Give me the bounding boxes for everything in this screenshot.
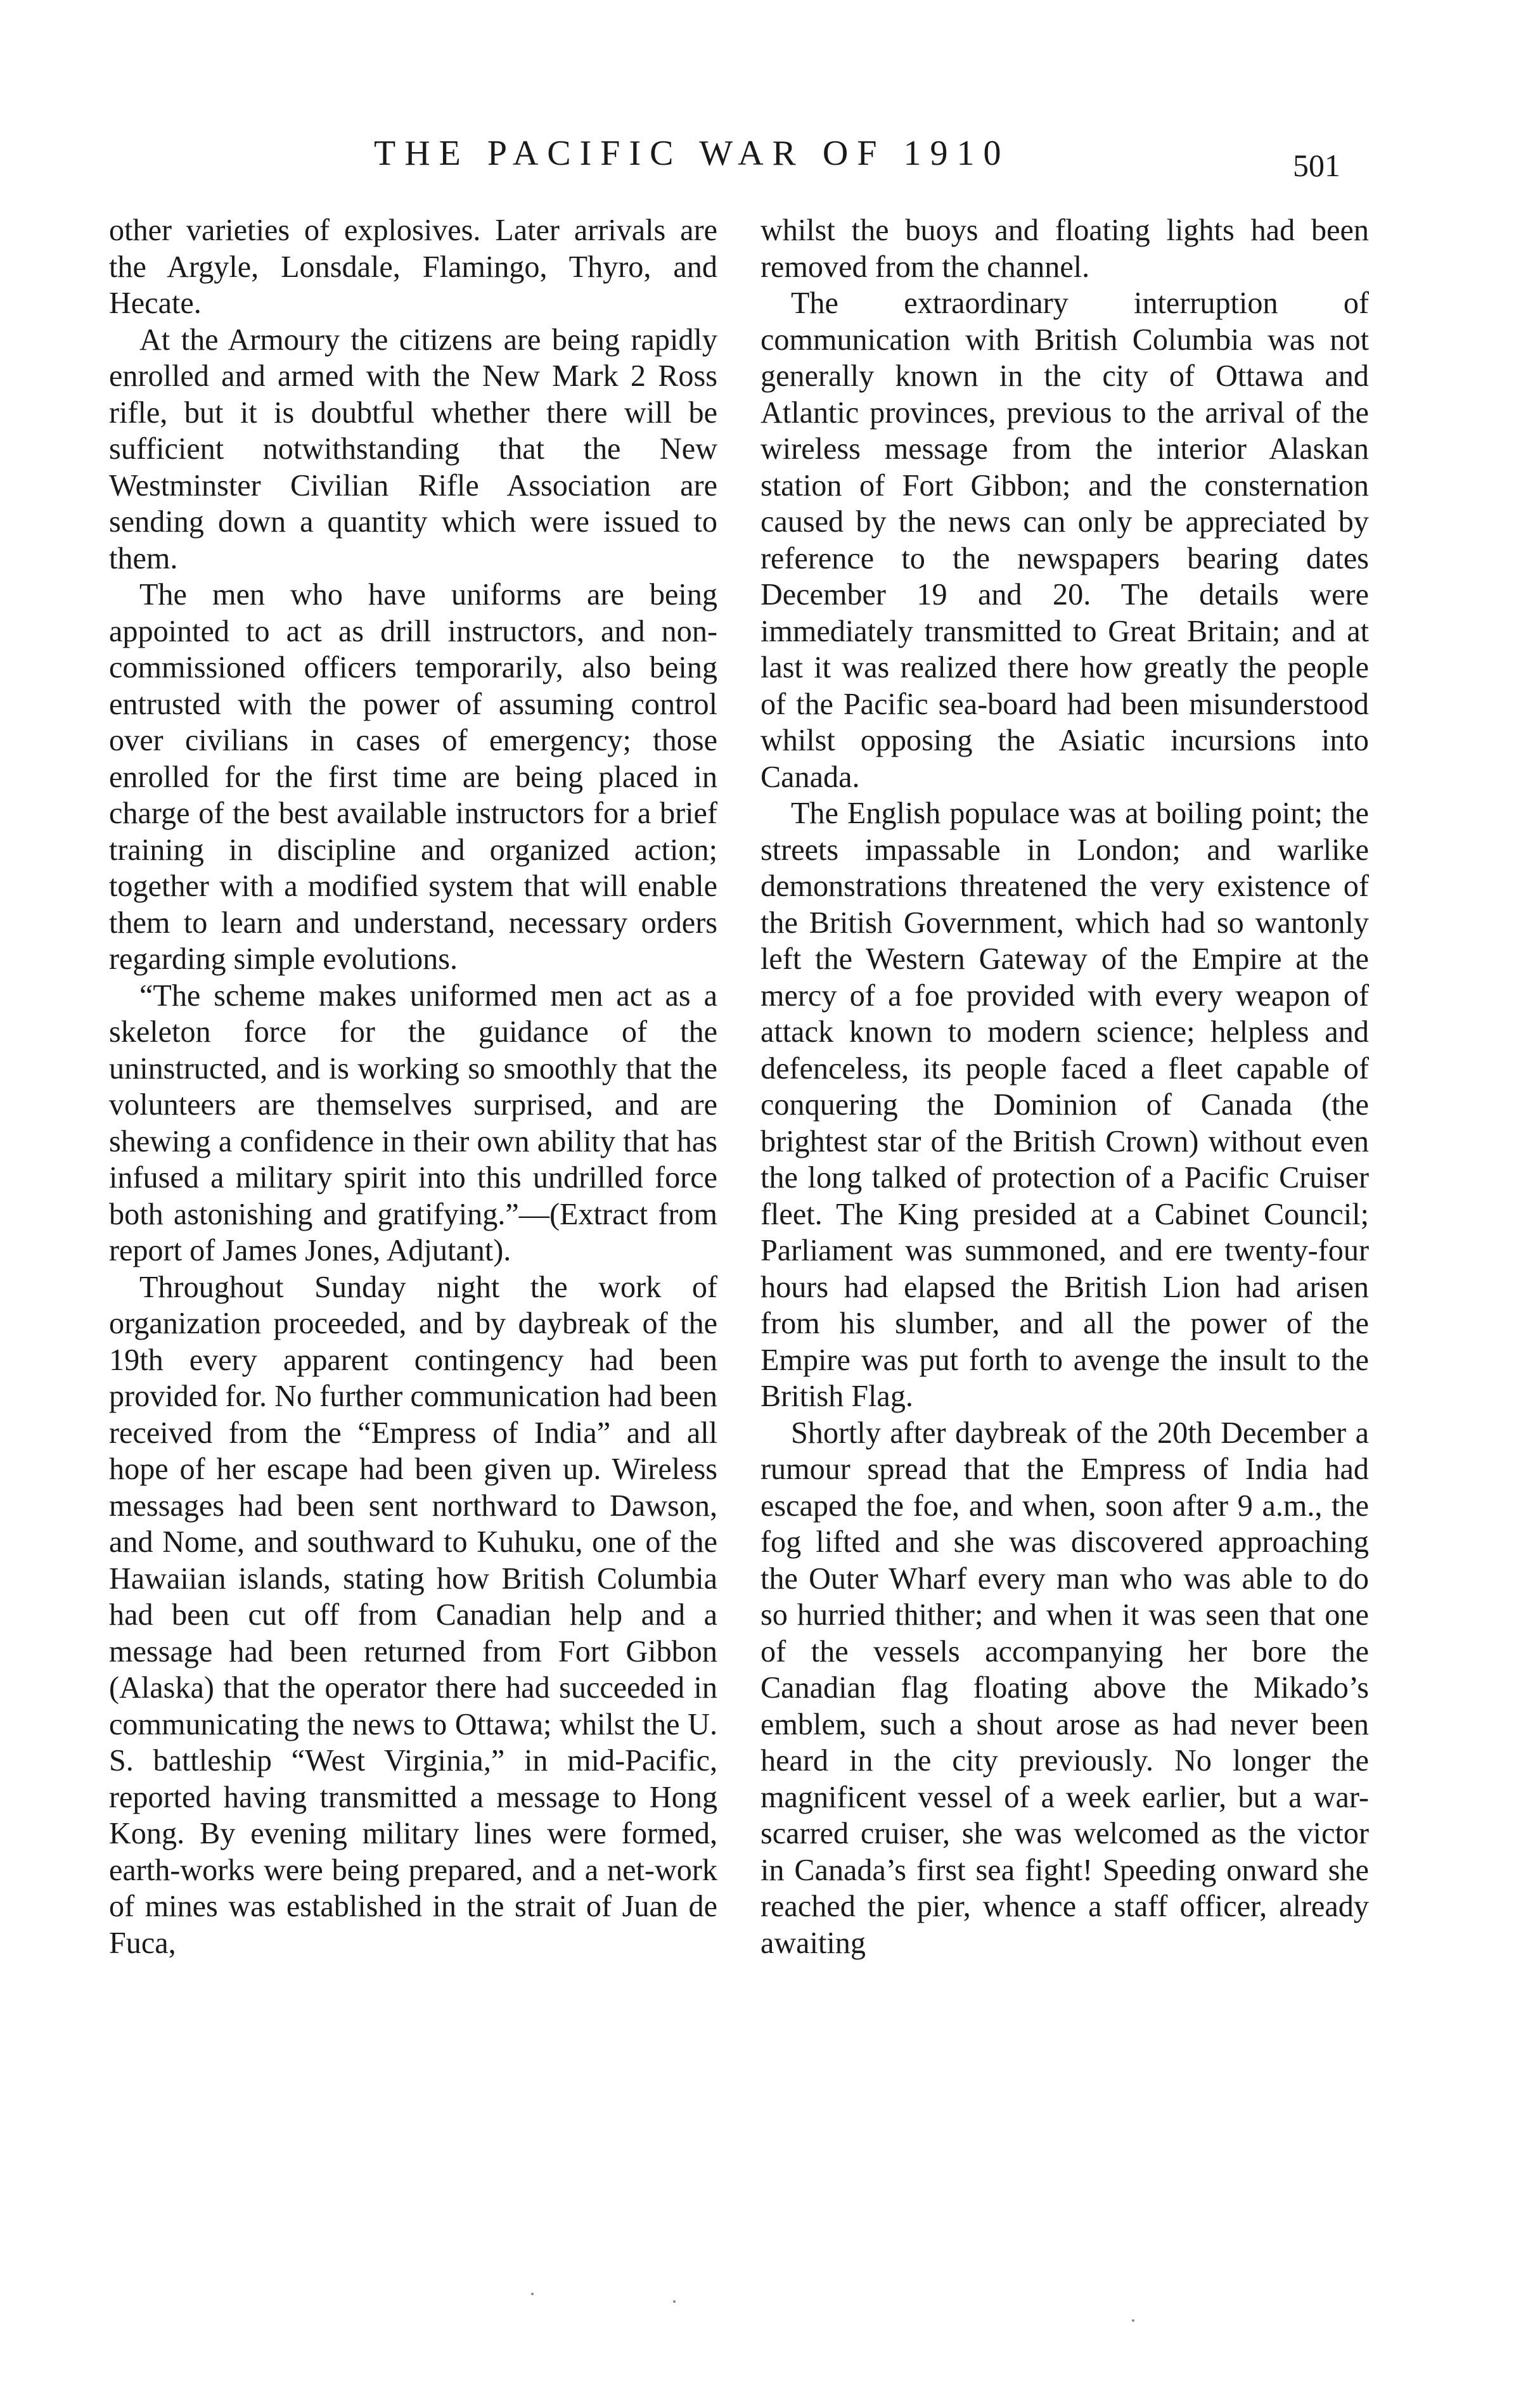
- paragraph: “The scheme makes uniformed men act as a skeleton force for the guidance of the uninstructed, and is working so smoothly that the volunteers are themselves surprised, and are shewing a confidence in their own ability that has infused a military spirit into this undrilled force both astonishing and gratifying.”—(Extract from report of James Jones, Adjutant).: [109, 978, 717, 1267]
- print-speck: [1132, 2319, 1134, 2322]
- print-speck: [531, 2293, 534, 2295]
- paragraph: whilst the buoys and floating lights had been removed from the channel.: [760, 214, 1369, 284]
- paragraph: Throughout Sunday night the work of organization proceeded, and by daybreak of the 19th every apparent contingency had been provided for. No further communication had been received from the “Empress of India” and all hope of her escape had been given up. Wireless messages had been sent northward to Dawson, and Nome, and southward to Kuhuku, one of the Hawaiian islands, stating how British Columbia had been cut off from Canadian help and a message had been returned from Fort Gibbon (Alaska) that the operator there had succeeded in communicating the news to Ottawa; whilst the U. S. battleship “West Virginia,” in mid-Pacific, reported having transmitted a message to Hong Kong. By evening military lines were formed, earth-works were being prepared, and a net-work of mines was established in the strait of Juan de Fuca,: [109, 1270, 717, 1960]
- paragraph: other varieties of explosives. Later arrivals are the Argyle, Lonsdale, Flamingo, Thyro, and Hecate.: [109, 214, 717, 320]
- paragraph: The men who have uniforms are being appointed to act as drill instructors, and non-commissioned officers temporarily, also being entrusted with the power of assuming control over civilians in cases of emergency; those enrolled for the first time are being placed in charge of the best available instructors for a brief training in discipline and organized action; together with a modified system that will enable them to learn and understand, necessary orders regarding simple evolutions.: [109, 578, 717, 976]
- right-column: [760, 212, 1369, 1961]
- running-title: THE PACIFIC WAR OF 1910: [374, 134, 1010, 173]
- left-column: [109, 212, 717, 1961]
- page-number: 501: [1293, 148, 1340, 183]
- print-speck: [673, 2300, 676, 2303]
- paragraph: The English populace was at boiling point; the streets impassable in London; and warlike demonstrations threatened the very existence of the British Government, which had so wantonly left the Western Gateway of the Empire at the mercy of a foe provided with every weapon of attack known to modern science; helpless and defenceless, its people faced a fleet capable of conquering the Dominion of Canada (the brightest star of the British Crown) without even the long talked of protection of a Pacific Cruiser fleet. The King presided at a Cabinet Council; Parliament was summoned, and ere twenty-four hours had elapsed the British Lion had arisen from his slumber, and all the power of the Empire was put forth to avenge the insult to the British Flag.: [760, 797, 1369, 1413]
- paragraph: The extraordinary interruption of communication with British Columbia was not generally known in the city of Ottawa and Atlantic provinces, previous to the arrival of the wireless message from the interior Alaskan station of Fort Gibbon; and the consternation caused by the news can only be appreciated by reference to the newspapers bearing dates December 19 and 20. The details were immediately transmitted to Great Britain; and at last it was realized there how greatly the people of the Pacific sea-board had been misunderstood whilst opposing the Asiatic incursions into Canada.: [760, 286, 1369, 794]
- paragraph: At the Armoury the citizens are being rapidly enrolled and armed with the New Mark 2 Ross rifle, but it is doubtful whether there will be sufficient notwithstanding that the New Westminster Civilian Rifle Association are sending down a quantity which were issued to them.: [109, 323, 717, 575]
- paragraph: Shortly after daybreak of the 20th December a rumour spread that the Empress of India had escaped the foe, and when, soon after 9 a.m., the fog lifted and she was discovered approaching the Outer Wharf every man who was able to do so hurried thither; and when it was seen that one of the vessels accompanying her bore the Canadian flag floating above the Mikado’s emblem, such a shout arose as had never been heard in the city previously. No longer the magnificent vessel of a week earlier, but a war-scarred cruiser, she was welcomed as the victor in Canada’s first sea fight! Speeding onward she reached the pier, whence a staff officer, already awaiting: [760, 1416, 1369, 1960]
